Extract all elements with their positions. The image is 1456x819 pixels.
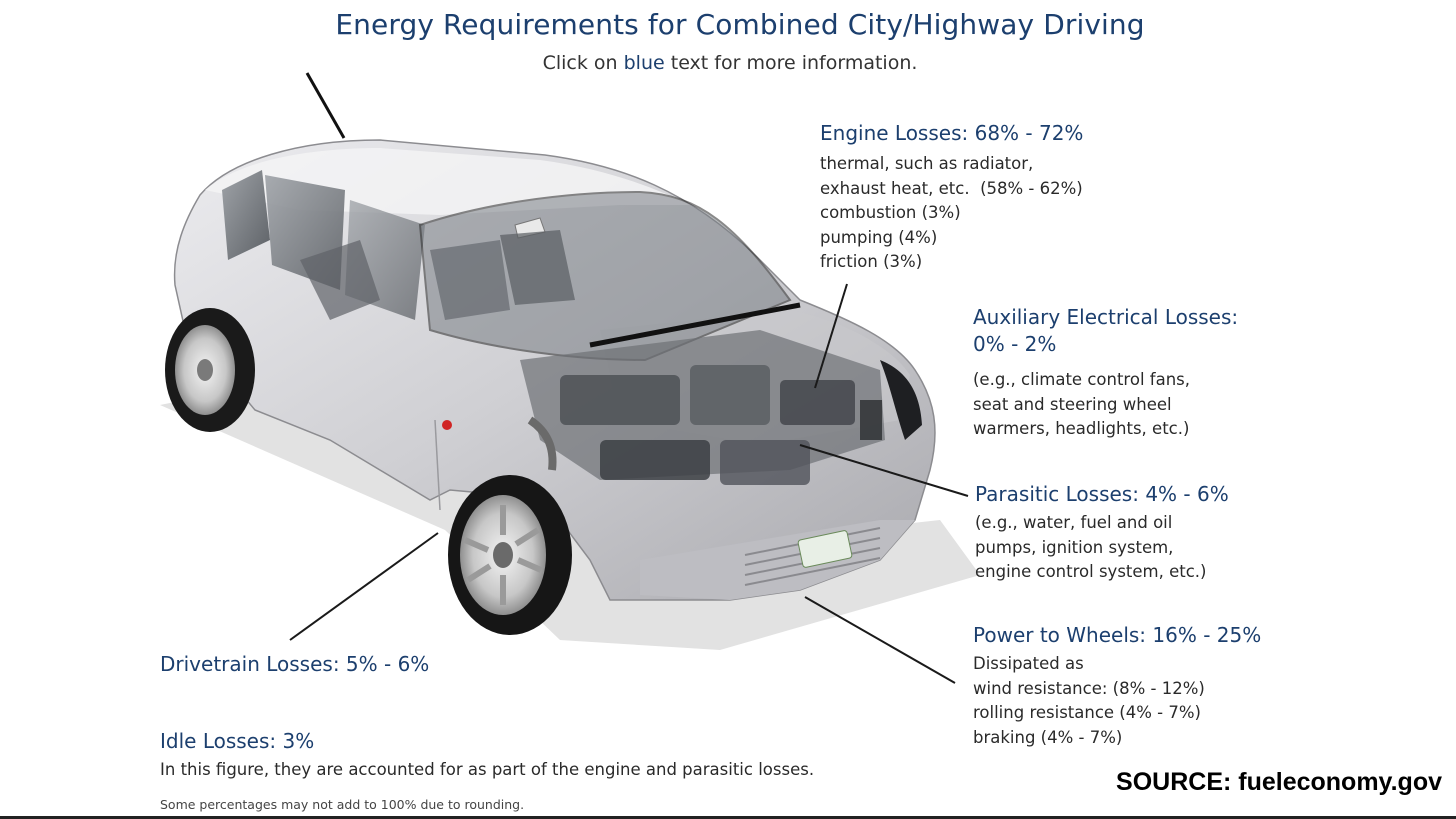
auxiliary-losses-range[interactable]: 0% - 2% (973, 332, 1057, 356)
drivetrain-losses-label (160, 651, 429, 677)
subtitle-blue-word: blue (623, 52, 665, 74)
idle-losses-label (160, 728, 814, 783)
source-credit: SOURCE: fueleconomy.gov (1116, 768, 1442, 796)
engine-losses-description: thermal, such as radiator, exhaust heat, etc. (58% - 62%) combustion (3%) pumping (4%) friction (3%) (820, 154, 1083, 271)
auxiliary-losses-description: (e.g., climate control fans, seat and steering wheel warmers, headlights, etc.) (973, 370, 1190, 438)
power-to-wheels-heading[interactable]: Power to Wheels: 16% - 25% (973, 623, 1262, 647)
front-wheel (448, 475, 572, 635)
power-to-wheels-label (973, 622, 1261, 750)
side-reflector (442, 420, 452, 430)
engine-losses-label (820, 120, 1083, 275)
rounding-footnote: Some percentages may not add to 100% due to rounding. (160, 797, 525, 812)
auxiliary-electrical-losses-label (973, 304, 1238, 442)
parasitic-losses-heading[interactable]: Parasitic Losses: 4% - 6% (975, 482, 1229, 506)
subtitle-prefix: Click on (542, 52, 624, 74)
idle-losses-heading[interactable]: Idle Losses: 3% (160, 729, 315, 753)
drivetrain-losses-heading[interactable]: Drivetrain Losses: 5% - 6% (160, 652, 430, 676)
engine-losses-heading[interactable]: Engine Losses: 68% - 72% (820, 121, 1084, 145)
idle-losses-description: In this figure, they are accounted for as part of the engine and parasitic losses. (160, 760, 815, 779)
parasitic-losses-description: (e.g., water, fuel and oil pumps, ignition system, engine control system, etc.) (975, 513, 1207, 581)
parasitic-losses-label (975, 481, 1229, 585)
power-to-wheels-description: Dissipated as wind resistance: (8% - 12%) rolling resistance (4% - 7%) braking (4% - 7%) (973, 654, 1205, 747)
diagram-title: Energy Requirements for Combined City/Highway Driving (335, 8, 1145, 41)
rear-wheel (165, 308, 255, 432)
subtitle-suffix: text for more information. (664, 52, 918, 74)
antenna (307, 73, 344, 138)
auxiliary-losses-heading[interactable]: Auxiliary Electrical Losses: (973, 305, 1239, 329)
